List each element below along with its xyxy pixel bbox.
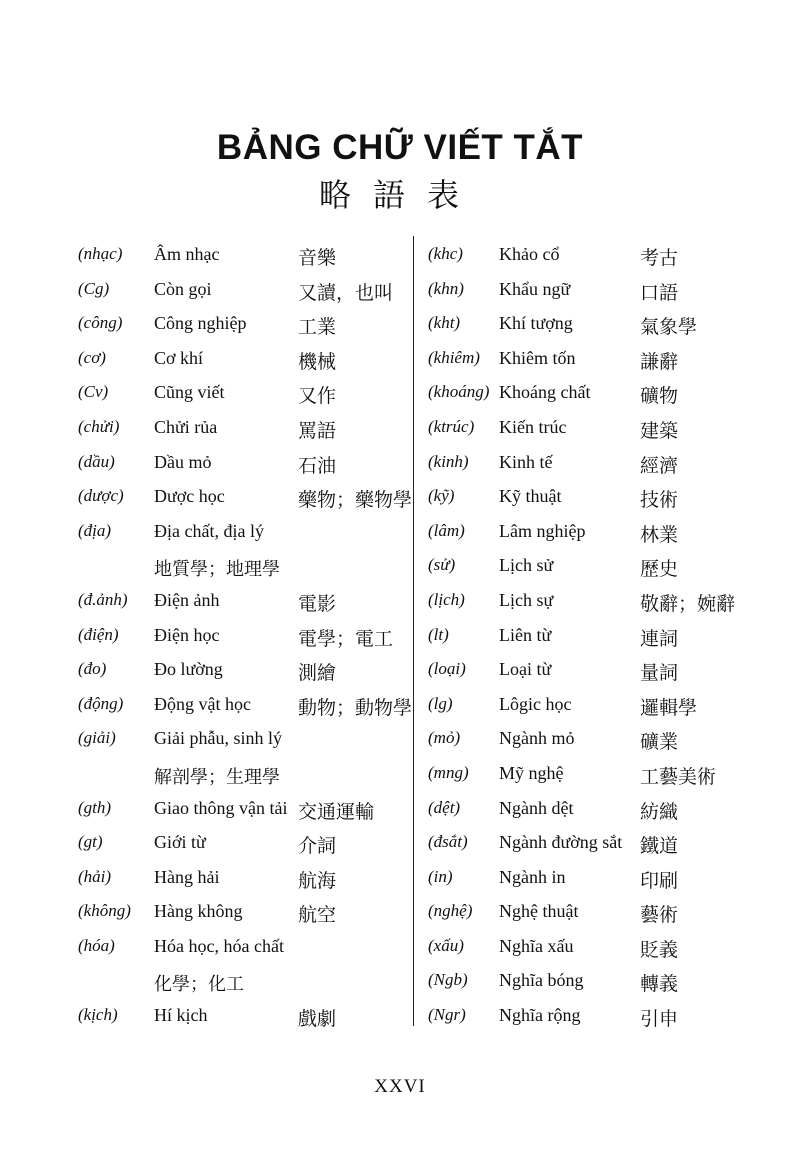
abbreviation-han: 邏輯學 (640, 696, 698, 719)
abbreviation-han: 藝術 (640, 904, 679, 927)
abbreviation-term: Khoáng chất (499, 382, 591, 403)
abbreviation-row (428, 549, 738, 584)
abbreviation-term: Khí tượng (499, 313, 573, 334)
abbreviation-row (428, 722, 738, 757)
abbreviation-row (428, 342, 738, 377)
abbreviation-han: 石油 (298, 454, 337, 477)
abbreviation-han: 量詞 (640, 662, 679, 685)
abbreviation-term: Mỹ nghệ (499, 762, 564, 783)
abbreviation-row (428, 273, 738, 308)
abbreviation-row (428, 619, 738, 654)
abbreviation-term: Hàng không (154, 901, 243, 922)
abbreviation-han: 礦物 (640, 385, 679, 408)
abbreviation-abbr: (gth) (78, 797, 112, 817)
abbreviation-abbr: (kinh) (428, 451, 469, 471)
abbreviation-abbr: (lt) (428, 624, 449, 644)
abbreviation-han: 轉義 (640, 973, 679, 996)
abbreviation-abbr: (sử) (428, 555, 456, 575)
abbreviation-term: Liên từ (499, 624, 552, 645)
abbreviation-row (428, 688, 738, 723)
abbreviation-abbr: (hóa) (78, 935, 115, 955)
abbreviation-row (428, 792, 738, 827)
abbreviation-abbr: (lịch) (428, 589, 465, 609)
abbreviation-han: 航海 (298, 869, 337, 892)
abbreviation-term: Khiêm tốn (499, 347, 576, 368)
abbreviation-han: 建築 (640, 419, 679, 442)
abbreviation-term: 地質學；地理學 (154, 559, 280, 580)
abbreviation-row (428, 515, 738, 550)
abbreviation-row (428, 930, 738, 965)
abbreviation-han: 印刷 (640, 869, 679, 892)
abbreviation-abbr: (đo) (78, 659, 107, 679)
abbreviation-row (78, 895, 408, 930)
abbreviation-abbr: (Cv) (78, 382, 109, 402)
abbreviation-han: 技術 (640, 489, 679, 512)
page-title: BẢNG CHỮ VIẾT TẮT (216, 128, 584, 167)
abbreviation-row (78, 238, 408, 273)
abbreviation-han: 紡織 (640, 800, 679, 823)
abbreviation-abbr: (điện) (78, 624, 119, 644)
abbreviation-term: Khảo cổ (499, 244, 560, 264)
abbreviation-term: 解剖學；生理學 (154, 766, 280, 787)
abbreviation-abbr: (đ.ảnh) (78, 589, 128, 609)
abbreviation-term: Dược học (154, 486, 225, 507)
abbreviation-abbr: (lâm) (428, 520, 465, 540)
abbreviation-abbr: (nhạc) (78, 244, 123, 263)
abbreviation-han: 經濟 (640, 454, 679, 477)
abbreviation-row (78, 861, 408, 896)
column-divider (413, 236, 414, 1026)
abbreviation-han: 考古 (640, 247, 679, 269)
abbreviation-abbr: (in) (428, 866, 453, 886)
abbreviation-abbr: (kịch) (78, 1005, 118, 1025)
abbreviation-han: 礦業 (640, 731, 679, 754)
abbreviation-term: Điện ảnh (154, 589, 220, 610)
abbreviation-row (78, 584, 408, 619)
abbreviation-term: Giải phẫu, sinh lý (154, 728, 282, 749)
abbreviation-abbr: (khoáng) (428, 382, 490, 402)
abbreviation-row (78, 653, 408, 688)
abbreviation-han: 歷史 (640, 558, 679, 581)
abbreviation-han: 謙辭 (640, 350, 679, 373)
abbreviation-row (428, 861, 738, 896)
abbreviation-abbr: (cơ) (78, 347, 106, 367)
abbreviation-han: 又作 (298, 385, 337, 408)
abbreviation-term: Lịch sử (499, 555, 554, 576)
abbreviation-term: Lôgic học (499, 693, 572, 714)
abbreviation-han: 罵語 (298, 419, 337, 442)
abbreviation-han: 工業 (298, 316, 337, 339)
abbreviation-abbr: (gt) (78, 832, 103, 852)
abbreviation-row (78, 930, 408, 965)
abbreviation-term: Cũng viết (154, 382, 225, 403)
abbreviation-abbr: (kỹ) (428, 486, 455, 506)
abbreviation-abbr: (giải) (78, 728, 116, 748)
abbreviation-han: 機械 (298, 350, 337, 373)
abbreviation-row (78, 342, 408, 377)
abbreviation-row (428, 895, 738, 930)
abbreviation-term: Khẩu ngữ (499, 278, 571, 299)
abbreviation-term: Công nghiệp (154, 313, 247, 334)
abbreviation-term: Chửi rủa (154, 416, 218, 437)
abbreviation-row (428, 411, 738, 446)
abbreviation-term: Nghĩa xấu (499, 935, 574, 956)
abbreviation-abbr: (mng) (428, 762, 469, 782)
abbreviation-row (78, 376, 408, 411)
abbreviation-abbr: (loại) (428, 659, 466, 679)
abbreviation-row (78, 411, 408, 446)
abbreviation-term: 化學；化工 (154, 974, 244, 995)
abbreviation-row (78, 688, 413, 723)
abbreviation-row (78, 964, 408, 999)
abbreviation-han: 連詞 (640, 627, 679, 650)
abbreviation-row (428, 826, 738, 861)
abbreviation-term: Hí kịch (154, 1005, 208, 1026)
abbreviation-row (428, 653, 738, 688)
abbreviation-abbr: (dầu) (78, 451, 115, 471)
abbreviation-han: 藥物；藥物學 (298, 489, 413, 512)
abbreviation-row (428, 999, 738, 1034)
abbreviation-abbr: (nghệ) (428, 901, 473, 921)
abbreviation-term: Ngành đường sắt (499, 832, 623, 853)
abbreviation-abbr: (xấu) (428, 935, 464, 955)
abbreviation-row (78, 757, 408, 792)
right-column (428, 238, 738, 1034)
abbreviation-abbr: (động) (78, 693, 124, 713)
abbreviation-abbr: (công) (78, 313, 123, 333)
abbreviation-han: 鐵道 (640, 835, 679, 858)
abbreviation-han: 工藝美術 (640, 765, 717, 788)
abbreviation-abbr: (khc) (428, 244, 463, 263)
abbreviation-term: Ngành mỏ (499, 728, 575, 749)
abbreviation-row (78, 515, 408, 550)
abbreviation-abbr: (đsắt) (428, 832, 468, 852)
abbreviation-han: 測繪 (298, 662, 337, 685)
abbreviation-row (428, 238, 738, 273)
abbreviation-abbr: (dệt) (428, 797, 461, 817)
abbreviation-term: Ngành in (499, 866, 566, 887)
abbreviation-row (428, 584, 738, 619)
abbreviation-row (428, 376, 738, 411)
abbreviation-term: Ngành dệt (499, 797, 574, 818)
abbreviation-term: Cơ khí (154, 347, 204, 368)
abbreviation-row (78, 792, 408, 827)
abbreviation-row (78, 999, 408, 1034)
abbreviation-term: Nghĩa bóng (499, 970, 584, 991)
abbreviation-abbr: (lg) (428, 693, 453, 713)
abbreviation-abbr: (không) (78, 901, 131, 921)
abbreviation-term: Hàng hải (154, 866, 220, 887)
abbreviation-row (78, 722, 408, 757)
abbreviation-han: 航空 (298, 904, 337, 927)
abbreviation-row (78, 307, 408, 342)
abbreviation-term: Địa chất, địa lý (154, 520, 264, 541)
abbreviation-han: 敬辭；婉辭 (640, 592, 736, 615)
abbreviation-row (428, 757, 738, 792)
abbreviation-abbr: (mỏ) (428, 728, 461, 748)
abbreviation-abbr: (ktrúc) (428, 416, 475, 436)
abbreviation-term: Hóa học, hóa chất (154, 935, 284, 956)
left-column (78, 238, 413, 1034)
abbreviation-abbr: (Ngb) (428, 970, 468, 990)
abbreviation-abbr: (dược) (78, 486, 124, 506)
abbreviation-han: 動物；動物學 (298, 696, 413, 719)
abbreviation-row (78, 619, 408, 654)
abbreviation-row (78, 273, 408, 308)
abbreviation-han: 貶義 (640, 938, 679, 961)
abbreviation-han: 戲劇 (298, 1008, 337, 1031)
abbreviation-han: 又讀，也叫 (298, 281, 394, 304)
abbreviation-abbr: (kht) (428, 313, 461, 333)
abbreviation-term: Nghệ thuật (499, 901, 579, 922)
abbreviation-term: Nghĩa rộng (499, 1005, 581, 1026)
abbreviation-row (78, 480, 413, 515)
abbreviation-term: Kỹ thuật (499, 486, 562, 507)
abbreviation-term: Lịch sự (499, 589, 554, 610)
abbreviation-han: 交通運輸 (298, 800, 375, 823)
abbreviation-abbr: (chửi) (78, 416, 120, 436)
abbreviation-row (78, 549, 408, 584)
abbreviation-abbr: (địa) (78, 520, 112, 540)
abbreviation-han: 引申 (640, 1008, 679, 1031)
abbreviation-term: Giới từ (154, 832, 206, 853)
abbreviation-row (428, 446, 738, 481)
abbreviation-abbr: (Cg) (78, 278, 110, 298)
page-subtitle: 略語表 (318, 176, 481, 214)
abbreviation-row (428, 480, 738, 515)
abbreviation-row (428, 964, 738, 999)
abbreviation-han: 氣象學 (640, 316, 698, 339)
abbreviation-term: Dầu mỏ (154, 451, 212, 472)
abbreviation-term: Đo lường (154, 659, 223, 680)
abbreviation-term: Kiến trúc (499, 416, 567, 437)
abbreviation-abbr: (Ngr) (428, 1005, 466, 1025)
page-number: XXVI (374, 1076, 426, 1097)
abbreviation-abbr: (khiêm) (428, 347, 480, 367)
abbreviation-abbr: (khn) (428, 278, 464, 298)
abbreviation-row (78, 826, 408, 861)
abbreviation-abbr: (hải) (78, 866, 112, 886)
abbreviation-han: 音樂 (298, 247, 337, 269)
abbreviation-row (428, 307, 738, 342)
abbreviation-term: Loại từ (499, 659, 552, 680)
abbreviation-han: 林業 (640, 523, 679, 546)
abbreviation-term: Lâm nghiệp (499, 520, 586, 541)
abbreviation-han: 電學；電工 (298, 627, 394, 650)
abbreviation-han: 口語 (640, 281, 679, 304)
abbreviation-term: Còn gọi (154, 278, 212, 299)
abbreviation-term: Kinh tế (499, 451, 553, 472)
abbreviation-term: Âm nhạc (154, 244, 220, 264)
abbreviation-term: Giao thông vận tải (154, 797, 288, 818)
abbreviation-row (78, 446, 408, 481)
abbreviation-term: Điện học (154, 624, 220, 645)
abbreviation-term: Động vật học (154, 693, 251, 714)
abbreviation-han: 介詞 (298, 835, 337, 858)
abbreviation-han: 電影 (298, 592, 337, 615)
